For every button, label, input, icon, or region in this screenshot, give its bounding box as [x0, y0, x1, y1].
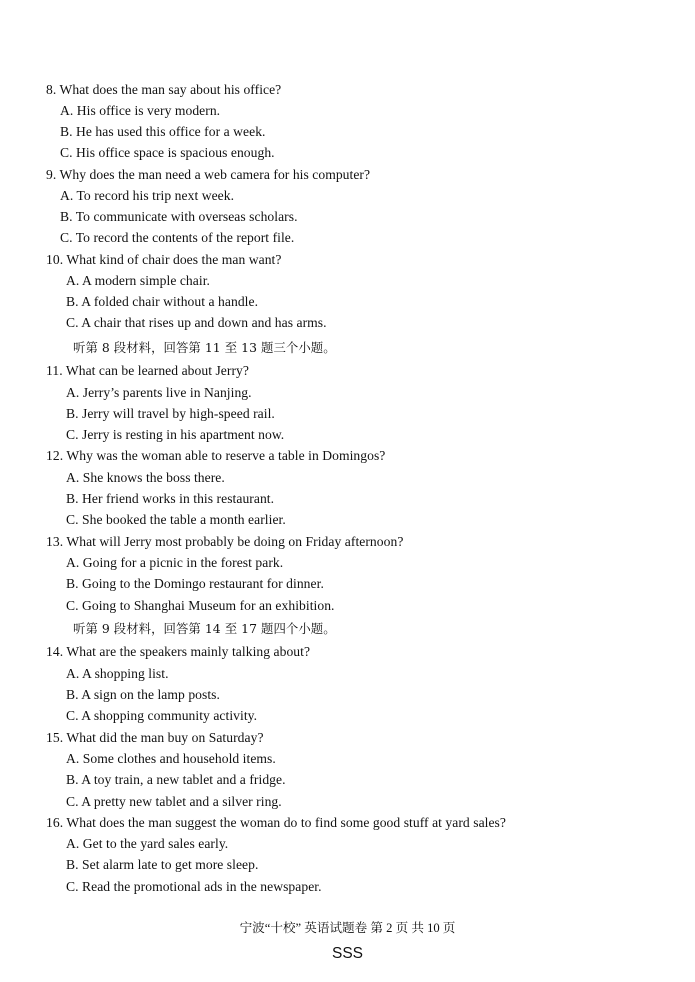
answer-option: C. A shopping community activity. [66, 708, 258, 723]
answer-option: A. Get to the yard sales early. [66, 836, 229, 851]
answer-option: A. She knows the boss there. [66, 470, 225, 485]
answer-option: A. A shopping list. [66, 666, 169, 681]
answer-option: B. Going to the Domingo restaurant for dinner. [66, 576, 324, 591]
answer-option: A. His office is very modern. [60, 103, 221, 118]
answer-option: B. A sign on the lamp posts. [66, 687, 220, 702]
question-stem: 8. What does the man say about his office? [46, 82, 282, 97]
answer-option: C. Going to Shanghai Museum for an exhibition. [66, 598, 335, 613]
answer-option: A. Some clothes and household items. [66, 751, 276, 766]
answer-option: C. A chair that rises up and down and has arms. [66, 315, 327, 330]
question-stem: 10. What kind of chair does the man want? [46, 252, 282, 267]
answer-option: A. Going for a picnic in the forest park. [66, 555, 284, 570]
answer-option: B. He has used this office for a week. [60, 124, 266, 139]
answer-option: C. His office space is spacious enough. [60, 145, 275, 160]
answer-option: A. To record his trip next week. [60, 188, 235, 203]
question-stem: 13. What will Jerry most probably be doing on Friday afternoon? [46, 534, 404, 549]
answer-option: C. Read the promotional ads in the newspaper. [66, 879, 322, 894]
answer-option: C. To record the contents of the report file. [60, 230, 295, 245]
page-footer: 宁波“十校” 英语试题卷 第 2 页 共 10 页 [239, 921, 456, 935]
section-instruction: 听第 9 段材料，回答第 14 至 17 题四个小题。 [73, 621, 336, 636]
question-stem: 12. Why was the woman able to reserve a table in Domingos? [46, 448, 386, 463]
question-stem: 14. What are the speakers mainly talking about? [46, 644, 311, 659]
bottom-mark: SSS [331, 945, 363, 962]
answer-option: B. A folded chair without a handle. [66, 294, 259, 309]
answer-option: B. Jerry will travel by high-speed rail. [66, 406, 275, 421]
question-stem: 9. Why does the man need a web camera for his computer? [46, 167, 371, 182]
section-instruction: 听第 8 段材料，回答第 11 至 13 题三个小题。 [73, 340, 336, 355]
answer-option: C. Jerry is resting in his apartment now. [66, 427, 285, 442]
question-stem: 16. What does the man suggest the woman do to find some good stuff at yard sales? [46, 815, 506, 830]
answer-option: A. Jerry’s parents live in Nanjing. [66, 385, 252, 400]
question-stem: 11. What can be learned about Jerry? [46, 363, 249, 378]
answer-option: B. Set alarm late to get more sleep. [66, 857, 259, 872]
question-stem: 15. What did the man buy on Saturday? [46, 730, 264, 745]
answer-option: B. To communicate with overseas scholars. [60, 209, 298, 224]
answer-option: B. Her friend works in this restaurant. [66, 491, 275, 506]
answer-option: C. She booked the table a month earlier. [66, 512, 286, 527]
answer-option: C. A pretty new tablet and a silver ring. [66, 794, 282, 809]
answer-option: B. A toy train, a new tablet and a fridge. [66, 772, 286, 787]
answer-option: A. A modern simple chair. [66, 273, 210, 288]
